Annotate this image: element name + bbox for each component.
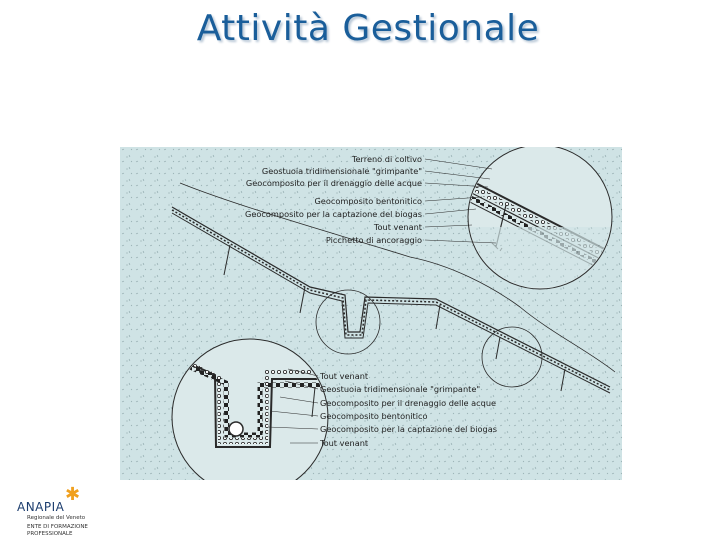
lower-label-2: Geostuoia tridimensionale "grimpante"	[320, 384, 481, 394]
lower-label-4: Geocomposito bentonitico	[320, 411, 428, 421]
slide-title: Attività Gestionale	[196, 8, 540, 49]
logo-line-3: PROFESSIONALE	[27, 531, 73, 537]
lower-label-6: Tout venant	[320, 438, 369, 448]
upper-label-4: Geocomposito bentonitico	[314, 196, 422, 206]
upper-label-1: Terreno di coltivo	[351, 154, 422, 164]
upper-label-2: Geostuoia tridimensionale "grimpante"	[261, 166, 422, 176]
landfill-cross-section-diagram	[120, 147, 622, 480]
logo-line-2: ENTE DI FORMAZIONE	[27, 524, 88, 530]
upper-label-6: Tout venant	[373, 222, 422, 232]
upper-label-5: Geocomposito per la captazione del biogas	[245, 209, 422, 219]
lower-label-3: Geocomposito per il drenaggio delle acque	[320, 398, 497, 408]
upper-label-7: Picchetto di ancoraggio	[325, 235, 422, 245]
logo-star-icon: ✱	[65, 484, 81, 505]
lower-label-1: Tout venant	[320, 371, 369, 381]
lower-label-5: Geocomposito per la captazione del biogas	[320, 424, 497, 434]
anapia-logo	[17, 484, 97, 544]
logo-name: ANAPIA	[17, 500, 65, 514]
upper-label-3: Geocomposito per il drenaggio delle acque	[245, 178, 422, 188]
logo-line-1: Regionale del Veneto	[27, 515, 86, 521]
